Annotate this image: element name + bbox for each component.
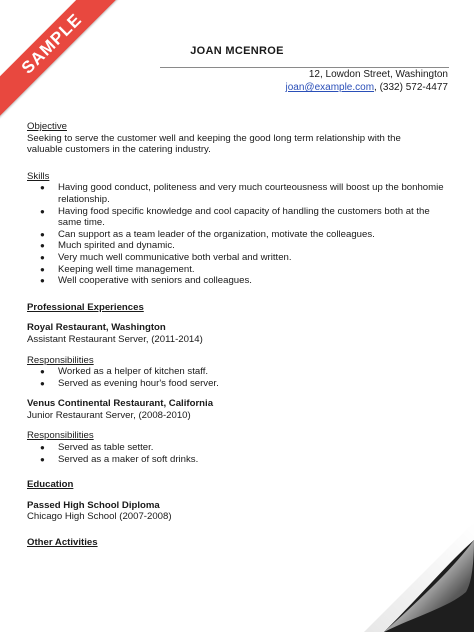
list-item: ● Can support as a team leader of the organization, motivate the colleagues. (58, 229, 452, 241)
candidate-name: JOAN MCENROE (190, 45, 284, 57)
list-item: ● Much spirited and dynamic. (58, 240, 452, 252)
contact-line (286, 82, 448, 93)
list-item: ● Served as evening hour's food server. (58, 378, 452, 390)
list-item: ● Very much well communicative both verbal and written. (58, 252, 452, 264)
skills-heading: Skills (27, 170, 50, 182)
objective-text-line-2: valuable customers in the catering industry. (27, 144, 211, 156)
skills-list (27, 182, 452, 286)
responsibilities-heading: Responsibilities (27, 354, 94, 366)
duties-list (27, 442, 452, 465)
list-item: ● Keeping well time management. (58, 264, 452, 276)
objective-heading: Objective (27, 121, 67, 132)
duties-list (27, 366, 452, 389)
job-role: Assistant Restaurant Server, (2011-2014) (27, 333, 203, 345)
sample-ribbon (0, 0, 130, 130)
list-item: ● Worked as a helper of kitchen staff. (58, 366, 452, 378)
sample-stamp: SAMPLE (0, 0, 130, 125)
resume-body (27, 121, 452, 549)
header-divider (160, 67, 449, 68)
list-item: ● Having good conduct, politeness and very much courteousness will boost up the bonhomie relationship. (58, 182, 452, 205)
page-curl-graphic (354, 522, 474, 632)
list-item: ● Well cooperative with seniors and colleagues. (58, 275, 452, 287)
phone-number: , (332) 572-4477 (374, 82, 448, 93)
address-line: 12, Lowdon Street, Washington (308, 69, 448, 80)
education-degree: Passed High School Diploma (27, 499, 160, 511)
responsibilities-heading: Responsibilities (27, 430, 94, 442)
experience-heading: Professional Experiences (27, 301, 144, 313)
job-employer: Royal Restaurant, Washington (27, 322, 166, 334)
education-heading: Education (27, 479, 74, 491)
list-item: ● Served as table setter. (58, 442, 452, 454)
other-activities-heading: Other Activities (27, 537, 98, 549)
education-school: Chicago High School (2007-2008) (27, 511, 172, 523)
job-employer: Venus Continental Restaurant, California (27, 398, 214, 410)
objective-text-line-1: Seeking to serve the customer well and keeping the good long term relationship with the (27, 132, 401, 144)
email-link[interactable]: joan@example.com (285, 82, 375, 93)
job-role: Junior Restaurant Server, (2008-2010) (27, 409, 191, 421)
list-item: ● Having food specific knowledge and cool capacity of handling the customers both at the same time. (58, 206, 452, 229)
list-item: ● Served as a maker of soft drinks. (58, 454, 452, 466)
